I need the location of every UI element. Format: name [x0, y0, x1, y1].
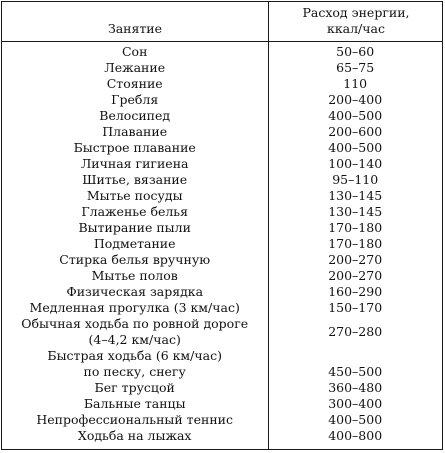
table-row [2, 252, 442, 268]
table-row [2, 412, 442, 428]
table-row [2, 204, 442, 220]
energy-value-cell: 400–500 [328, 412, 383, 427]
activity-cell [2, 140, 267, 156]
activity-cell [2, 412, 267, 428]
energy-value-cell: 100–140 [328, 156, 383, 171]
activity-text: по песку, снегу [83, 364, 186, 379]
header-activity: Занятие [107, 21, 163, 36]
activity-cell [2, 204, 267, 220]
activity-cell [2, 268, 267, 284]
header-energy-line2: ккал/час [327, 21, 385, 36]
activity-cell [2, 316, 267, 348]
energy-value-cell: 360–480 [328, 380, 383, 395]
table-row [2, 428, 442, 444]
energy-value-cell: 400–500 [328, 140, 383, 155]
energy-value-cell: 200–270 [328, 268, 383, 283]
table-row [2, 44, 442, 60]
energy-value-cell: 150–170 [328, 300, 383, 315]
activity-cell [2, 188, 267, 204]
table-row [2, 188, 442, 204]
activity-text: Медленная прогулка (3 км/час) [29, 300, 240, 315]
activity-text: Быстрая ходьба (6 км/час) [47, 348, 222, 363]
activity-text: Гребля [111, 92, 159, 107]
table-row [2, 300, 442, 316]
activity-cell [2, 172, 267, 188]
activity-text: Вытирание пыли [78, 220, 191, 235]
activity-text: Глаженье белья [81, 204, 189, 219]
activity-text: Велосипед [99, 108, 171, 123]
table-row [2, 380, 442, 396]
table-row [2, 316, 442, 348]
table-row [2, 60, 442, 76]
table-row [2, 76, 442, 92]
table-row [2, 364, 442, 380]
activity-cell [2, 380, 267, 396]
activity-cell [2, 284, 267, 300]
table-row [2, 284, 442, 300]
activity-text: Непрофессиональный теннис [36, 412, 233, 427]
energy-value-cell [268, 348, 442, 364]
activity-text: Ходьба на лыжах [77, 428, 192, 443]
table-row [2, 124, 442, 140]
activity-cell [2, 60, 267, 76]
energy-value-cell: 200–600 [328, 124, 383, 139]
energy-value-cell: 170–180 [328, 220, 383, 235]
activity-text: Лежание [104, 60, 166, 75]
table-row [2, 220, 442, 236]
activity-cell [2, 44, 267, 60]
energy-value-cell: 300–400 [328, 396, 383, 411]
table-row [2, 236, 442, 252]
energy-value-cell: 170–180 [328, 236, 383, 251]
activity-text: Подметание [93, 236, 176, 251]
energy-value-cell: 65–75 [336, 60, 375, 75]
activity-text: Обычная ходьба по ровной дороге [21, 316, 249, 331]
activity-cell [2, 108, 267, 124]
energy-value-cell: 270–280 [328, 324, 383, 339]
activity-cell [2, 124, 267, 140]
energy-value-cell: 130–145 [328, 188, 383, 203]
activity-text: Мытье посуды [86, 188, 183, 203]
energy-value-cell: 50–60 [336, 44, 375, 59]
activity-cell [2, 396, 267, 412]
activity-cell [2, 300, 267, 316]
activity-text: Бальные танцы [83, 396, 186, 411]
activity-text: Плавание [102, 124, 168, 139]
activity-cell [2, 236, 267, 252]
activity-cell [2, 76, 267, 92]
energy-value-cell: 200–270 [328, 252, 383, 267]
activity-text: Шитье, вязание [82, 172, 188, 187]
energy-value-cell: 400–800 [328, 428, 383, 443]
activity-text: Стояние [106, 76, 163, 91]
table-row [2, 140, 442, 156]
energy-value-cell: 450–500 [328, 364, 383, 379]
table-row [2, 268, 442, 284]
activity-text: Стирка белья вручную [59, 252, 211, 267]
energy-value-cell: 110 [343, 76, 368, 91]
table-row [2, 92, 442, 108]
activity-text: Быстрое плавание [73, 140, 196, 155]
activity-cell [2, 364, 267, 380]
energy-value-cell: 200–400 [328, 92, 383, 107]
activity-cell [2, 428, 267, 444]
activity-cell [2, 156, 267, 172]
energy-value-cell: 400–500 [328, 108, 383, 123]
activity-cell [2, 348, 267, 364]
activity-text: Мытье полов [91, 268, 178, 283]
table-body [2, 44, 442, 444]
table-row [2, 348, 442, 364]
activity-text: Личная гигиена [80, 156, 189, 171]
activity-text: Сон [121, 44, 148, 59]
table-row [2, 156, 442, 172]
header-divider [2, 41, 442, 42]
energy-value-cell: 95–110 [332, 172, 379, 187]
energy-value-cell: 160–290 [328, 284, 383, 299]
activity-text: Физическая зарядка [66, 284, 204, 299]
energy-value-cell: 130–145 [328, 204, 383, 219]
activity-text: Бег трусцой [94, 380, 175, 395]
table-row [2, 172, 442, 188]
activity-cell [2, 252, 267, 268]
table-row [2, 396, 442, 412]
energy-table [1, 1, 443, 450]
activity-cell [2, 92, 267, 108]
activity-cell [2, 220, 267, 236]
table-row [2, 108, 442, 124]
header-energy-line1: Расход энергии, [302, 5, 410, 20]
activity-text: (4–4,2 км/час) [88, 332, 181, 347]
header-energy [269, 5, 443, 37]
